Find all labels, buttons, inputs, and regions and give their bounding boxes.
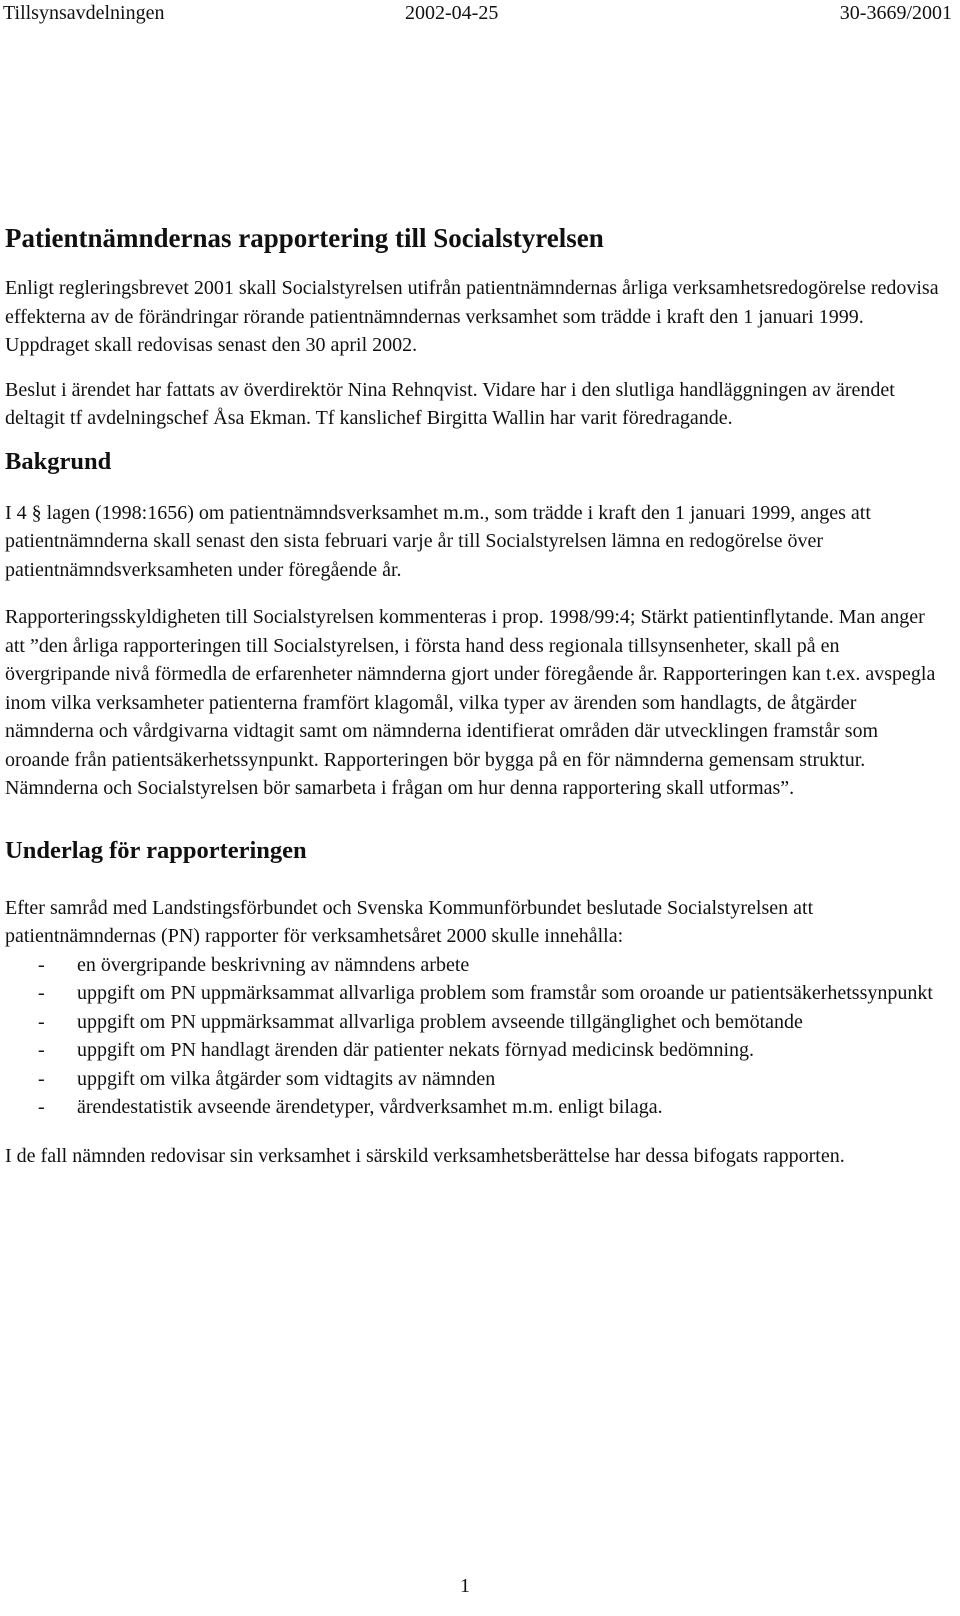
header-date: 2002-04-25 xyxy=(405,2,499,24)
list-item xyxy=(5,1093,947,1122)
reporting-duty-paragraph: Rapporteringsskyldigheten till Socialstyrelsen kommenteras i prop. 1998/99:4; Stärkt patientinflytande. Man anger att ”den årliga rapporteringen till Socialstyrelsen, i första hand dess regionala tillsynsenheter, skall på en övergripande nivå förmedla de erfarenheter nämnderna gjort under föregående år. Rapporteringen kan t.ex. avspegla inom vilka verksamheter patienterna framfört klagomål, vilka typer av ärenden som handlagts, de åtgärder nämnderna och vårdgivarna vidtagit samt om nämnderna identifierat områden där utvecklingen framstår som oroande från patientsäkerhetssynpunkt. Rapporteringen bör bygga på en för nämnderna gemensam struktur. Nämnderna och Socialstyrelsen bör samarbeta i frågan om hur denna rapportering skall utformas”. xyxy=(5,606,936,799)
law-paragraph: I 4 § lagen (1998:1656) om patientnämndsverksamhet m.m., som trädde i kraft den 1 januari 1999, anges att patientnämnderna skall senast den sista februari varje år till Socialstyrelsen lämna en redogörelse över patientnämndsverksamheten under föregående år. xyxy=(5,501,871,581)
closing-paragraph: I de fall nämnden redovisar sin verksamhet i särskild verksamhetsberättelse har dessa bifogats rapporten. xyxy=(5,1144,845,1167)
list-dash: - xyxy=(38,1039,45,1061)
list-item xyxy=(5,951,947,980)
list-item-text: uppgift om PN uppmärksammat allvarliga problem som framstår som oroande ur patientsäkerhetssynpunkt xyxy=(77,982,933,1004)
list-item xyxy=(5,1008,947,1037)
header-reference: 30-3669/2001 xyxy=(839,2,952,24)
list-item-text: uppgift om PN handlagt ärenden där patienter nekats förnyad medicinsk bedömning. xyxy=(77,1039,755,1061)
list-dash: - xyxy=(38,953,45,976)
list-item xyxy=(5,1065,947,1094)
heading-underlag: Underlag för rapporteringen xyxy=(5,836,307,864)
list-dash: - xyxy=(38,1096,45,1118)
consultation-paragraph: Efter samråd med Landstingsförbundet och Svenska Kommunförbundet beslutade Socialstyrelsen att patientnämndernas (PN) rapporter för verksamhetsåret 2000 skulle innehålla: xyxy=(5,896,814,947)
list-item-text: uppgift om vilka åtgärder som vidtagits av nämnden xyxy=(77,1067,496,1090)
decision-paragraph: Beslut i ärendet har fattats av överdirektör Nina Rehnqvist. Vidare har i den slutliga handläggningen av ärendet deltagit tf avdelningschef Åsa Ekman. Tf kanslichef Birgitta Wallin har varit föredragande. xyxy=(5,378,895,429)
list-dash: - xyxy=(38,1010,45,1033)
page-number: 1 xyxy=(460,1575,470,1597)
heading-bakgrund: Bakgrund xyxy=(5,447,112,475)
list-item-text: ärendestatistik avseende ärendetyper, vårdverksamhet m.m. enligt bilaga. xyxy=(77,1096,663,1118)
list-dash: - xyxy=(38,1067,45,1090)
list-item-text: en övergripande beskrivning av nämndens arbete xyxy=(77,953,470,976)
document-body xyxy=(5,222,940,1188)
page-header xyxy=(0,0,960,26)
list-item xyxy=(5,979,947,1008)
document-title: Patientnämndernas rapportering till Socialstyrelsen xyxy=(5,223,604,253)
intro-paragraph: Enligt regleringsbrevet 2001 skall Socialstyrelsen utifrån patientnämndernas årliga verksamhetsredogörelse redovisa effekterna av de förändringar rörande patientnämndernas verksamhet som trädde i kraft den 1 januari 1999. Uppdraget skall redovisas senast den 30 april 2002. xyxy=(5,277,939,356)
list-item xyxy=(5,1036,947,1065)
list-item-text: uppgift om PN uppmärksammat allvarliga problem avseende tillgänglighet och bemötande xyxy=(77,1010,803,1033)
report-contents-list xyxy=(5,951,940,1122)
header-department: Tillsynsavdelningen xyxy=(3,2,165,24)
list-dash: - xyxy=(38,982,45,1004)
